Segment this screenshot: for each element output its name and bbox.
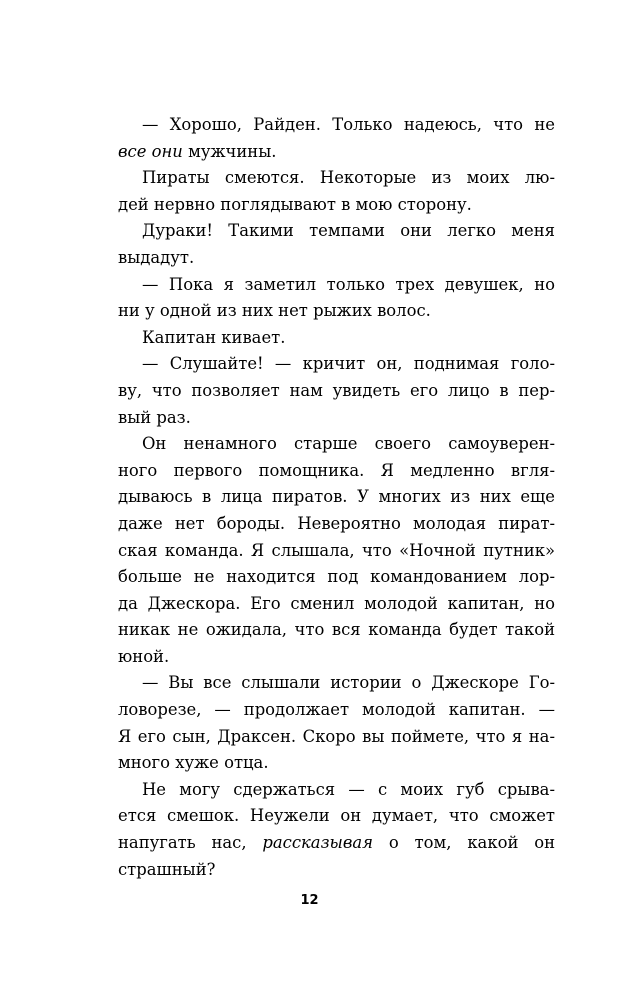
- text-span: — Слушайте! — кричит он, поднимая голо-: [142, 354, 555, 374]
- text-line: [118, 192, 555, 219]
- text-line: [118, 538, 555, 565]
- text-span: ву, что позволяет нам увидеть его лицо в пер-: [118, 380, 555, 400]
- text-span: дываюсь в лица пиратов. У многих из них еще: [118, 487, 555, 507]
- text-line: [118, 245, 555, 272]
- italic-text: все они: [118, 141, 183, 161]
- text-span: о том, какой он: [373, 833, 556, 853]
- text-span: страшный?: [118, 859, 216, 879]
- paragraph: [118, 431, 555, 670]
- page-number: 12: [300, 893, 319, 908]
- text-line: [118, 298, 555, 325]
- text-line: [118, 777, 555, 804]
- text-line: [118, 484, 555, 511]
- text-span: даже нет бороды. Невероятно молодая пират-: [118, 513, 555, 533]
- text-span: юной.: [118, 646, 170, 666]
- text-span: много хуже отца.: [118, 753, 269, 773]
- text-line: [118, 803, 555, 830]
- text-span: больше не находится под командованием лор-: [118, 567, 555, 587]
- paragraph: [118, 670, 555, 776]
- text-line: [118, 511, 555, 538]
- text-span: напугать нас,: [118, 833, 263, 853]
- text-span: ного первого помощника. Я медленно вгля-: [118, 460, 555, 480]
- text-line: [118, 351, 555, 378]
- text-span: Пираты смеются. Некоторые из моих лю-: [142, 168, 555, 188]
- text-line: [118, 591, 555, 618]
- text-line: [118, 165, 555, 192]
- text-line: [118, 750, 555, 777]
- text-span: дей нервно поглядывают в мою сторону.: [118, 194, 472, 214]
- text-span: Капитан кивает.: [142, 327, 286, 347]
- page-text: [118, 112, 555, 883]
- text-line: [118, 139, 555, 166]
- text-line: [118, 617, 555, 644]
- text-span: — Вы все слышали истории о Джескоре Го-: [142, 673, 555, 693]
- text-line: [118, 325, 555, 352]
- paragraph: [118, 351, 555, 431]
- text-line: [118, 458, 555, 485]
- text-span: Я его сын, Драксен. Скоро вы поймете, что я на-: [118, 726, 555, 746]
- paragraph: [118, 165, 555, 218]
- text-span: выдадут.: [118, 247, 195, 267]
- text-span: — Хорошо, Райден. Только надеюсь, что не: [142, 115, 555, 134]
- text-span: Он ненамного старше своего самоуверен-: [142, 434, 555, 454]
- text-line: [118, 724, 555, 751]
- text-span: да Джескора. Его сменил молодой капитан, но: [118, 593, 555, 613]
- italic-text: рассказывая: [262, 833, 374, 853]
- text-span: ловорезе, — продолжает молодой капитан. —: [118, 700, 555, 720]
- paragraph: [118, 272, 555, 325]
- text-line: [118, 431, 555, 458]
- paragraph: [118, 112, 555, 165]
- text-span: ская команда. Я слышала, что «Ночной путник»: [118, 540, 555, 560]
- text-line: [118, 218, 555, 245]
- text-span: никак не ожидала, что вся команда будет такой: [118, 620, 555, 640]
- paragraph: [118, 218, 555, 271]
- text-line: [118, 670, 555, 697]
- text-line: [118, 830, 555, 857]
- paragraph: [118, 777, 555, 883]
- text-line: [118, 857, 555, 884]
- text-span: ни у одной из них нет рыжих волос.: [118, 301, 431, 321]
- text-line: [118, 564, 555, 591]
- text-span: ется смешок. Неужели он думает, что сможет: [118, 806, 555, 826]
- text-span: — Пока я заметил только трех девушек, но: [142, 274, 555, 294]
- paragraph: [118, 325, 555, 352]
- text-span: Не могу сдержаться — с моих губ срыва-: [142, 779, 555, 799]
- text-line: [118, 272, 555, 299]
- text-line: [118, 405, 555, 432]
- text-line: [118, 697, 555, 724]
- text-span: вый раз.: [118, 407, 191, 427]
- text-span: мужчины.: [182, 141, 277, 161]
- text-line: [118, 644, 555, 671]
- text-line: [118, 378, 555, 405]
- text-span: Дураки! Такими темпами они легко меня: [142, 221, 555, 241]
- text-line: [118, 112, 555, 139]
